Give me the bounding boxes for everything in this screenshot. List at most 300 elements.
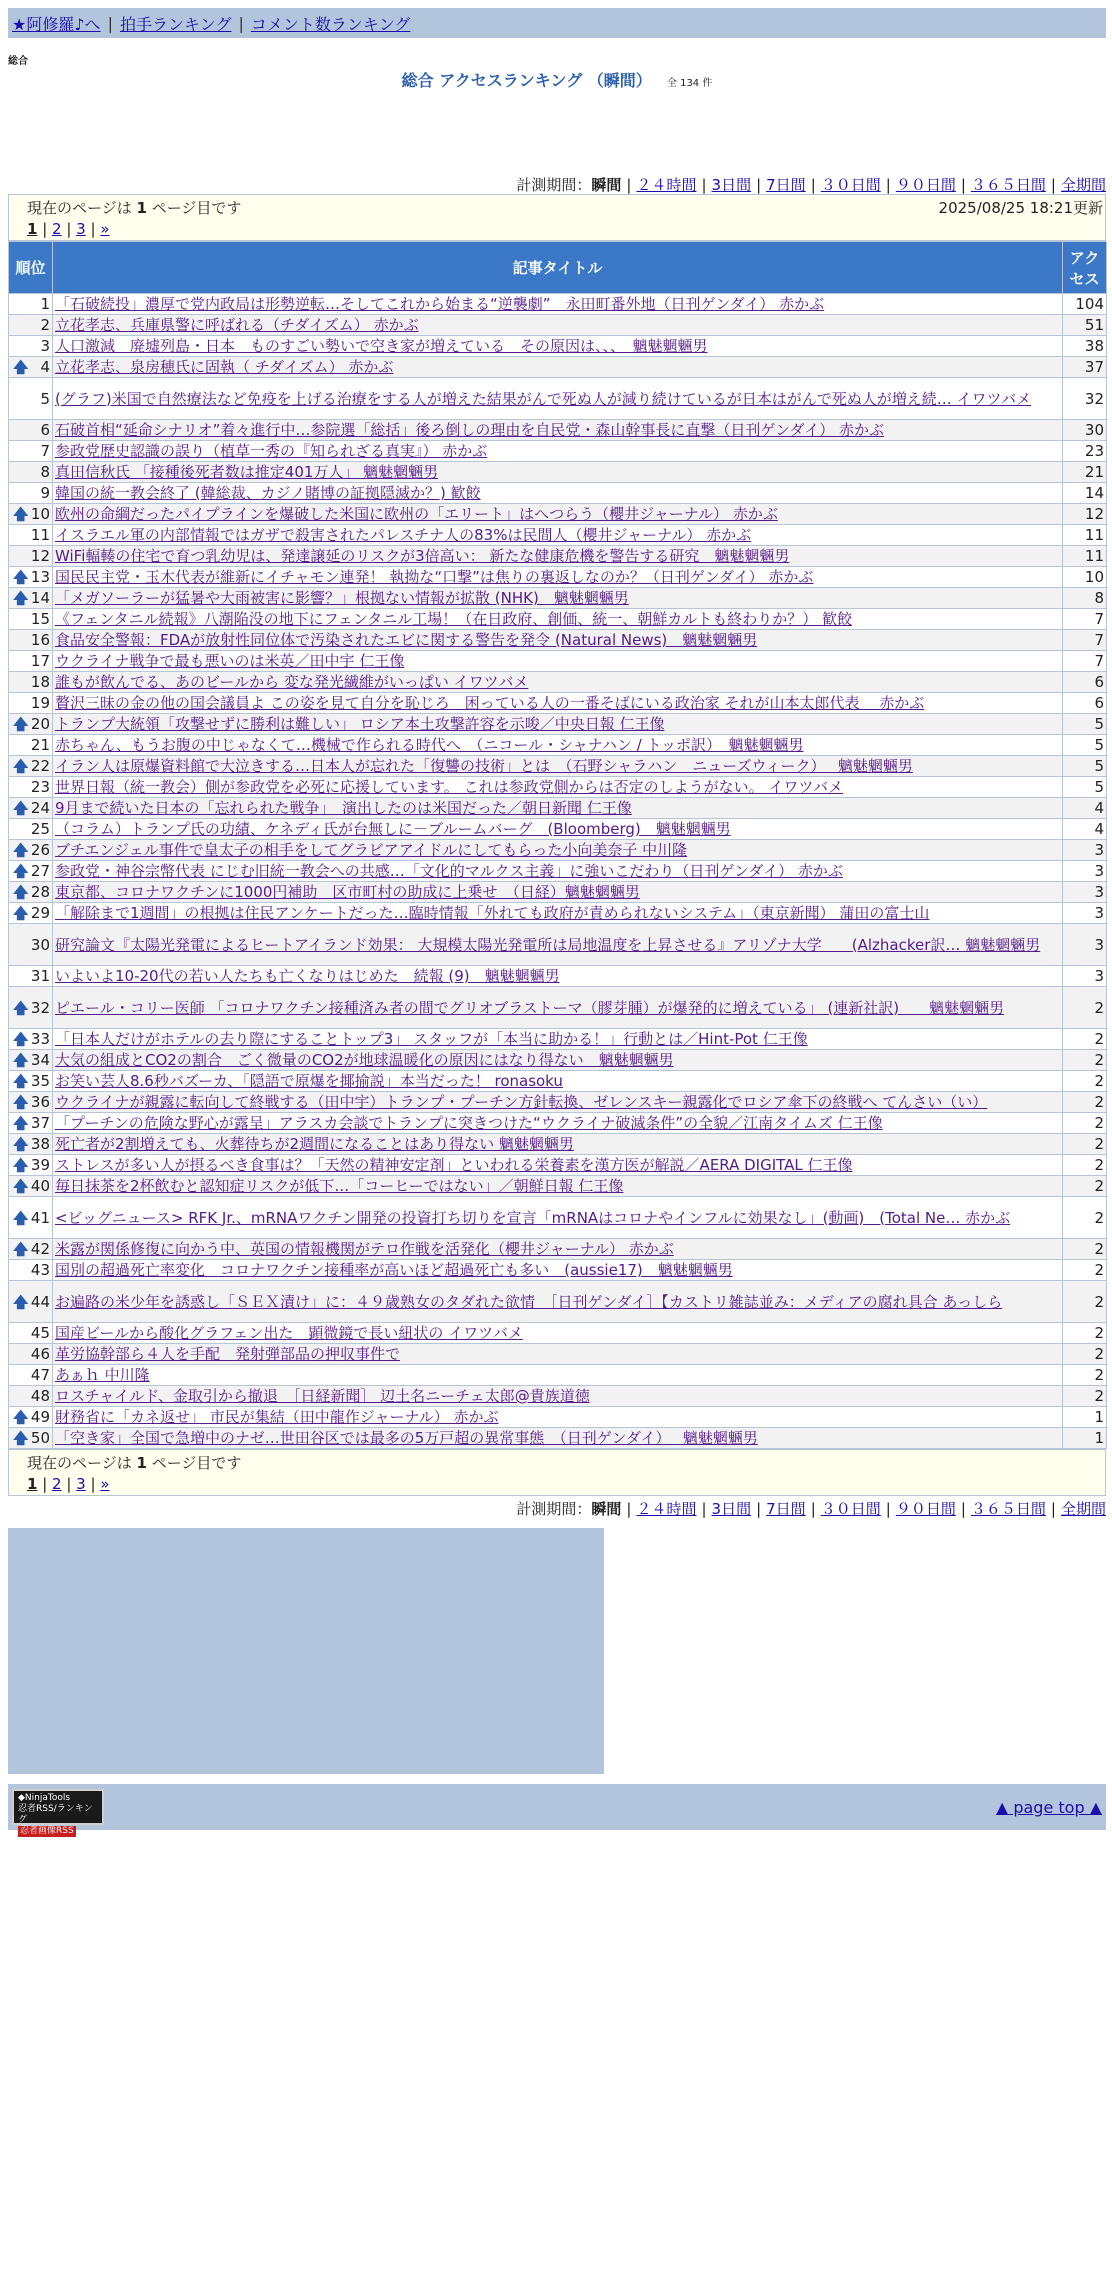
table-header-row <box>9 242 1107 294</box>
table-row <box>9 504 1107 525</box>
rank-number: 13 <box>30 568 50 586</box>
period-link[interactable]: 3日間 <box>711 176 752 194</box>
table-row <box>9 882 1107 903</box>
article-link[interactable]: 真田信秋氏 「接種後死者数は推定401万人」 魑魅魍魎男 <box>55 463 439 481</box>
article-link[interactable]: 立花孝志、兵庫県警に呼ばれる（チダイズム） 赤かぶ <box>55 316 419 334</box>
period-label: 計測期間： <box>516 176 592 194</box>
rank-number: 45 <box>30 1324 50 1342</box>
rank-up-arrow-icon: 🡅 <box>13 1177 29 1195</box>
table-row <box>9 1029 1107 1050</box>
access-count: 11 <box>1063 546 1107 567</box>
title-cell <box>53 1029 1063 1050</box>
title-cell <box>53 1344 1063 1365</box>
table-row <box>9 651 1107 672</box>
table-row <box>9 1155 1107 1176</box>
period-link[interactable]: ２４時間 <box>636 176 697 194</box>
period-link[interactable]: ３０日間 <box>820 1500 881 1518</box>
rank-number: 19 <box>30 694 50 712</box>
access-count: 2 <box>1063 1071 1107 1092</box>
section-tag: 総合 <box>8 56 28 67</box>
title-cell <box>53 588 1063 609</box>
access-count: 104 <box>1063 294 1107 315</box>
rank-number: 43 <box>30 1261 50 1279</box>
article-link[interactable]: ブチエンジェル事件で皇太子の相手をしてグラビアアイドルにしてもらった小向美奈子 中川隆 <box>55 841 688 859</box>
table-row <box>9 294 1107 315</box>
rank-cell <box>9 1197 53 1239</box>
spacer <box>8 90 1106 174</box>
pager-page-link[interactable]: 1 <box>27 1475 38 1493</box>
article-link[interactable]: ウクライナが親露に転向して終戦する（田中宇）トランプ・プーチン方針転換、ゼレンスキー親露化でロシア傘下の終戦へ てんさい（い） <box>55 1093 988 1111</box>
access-count: 2 <box>1063 987 1107 1029</box>
article-link[interactable]: 国別の超過死亡率変化 コロナワクチン接種率が高いほど超過死亡も多い (aussie17) 魑魅魍魎男 <box>55 1261 733 1279</box>
table-row <box>9 777 1107 798</box>
period-separator: | <box>626 1500 632 1518</box>
updated-timestamp: 2025/08/25 18:21更新 <box>938 199 1103 217</box>
article-link[interactable]: 「メガソーラーが猛暑や大雨被害に影響？」根拠ない情報が拡散 (NHK) 魑魅魍魎男 <box>55 589 629 607</box>
period-separator: | <box>701 1500 707 1518</box>
page-wrapper <box>8 8 1106 1836</box>
table-row <box>9 630 1107 651</box>
rank-cell <box>9 924 53 966</box>
rank-cell <box>9 483 53 504</box>
rank-cell <box>9 987 53 1029</box>
article-link[interactable]: 贅沢三昧の金の他の国会議員よ この姿を見て自分を恥じろ 困っている人の一番そばにいる政治家 それが山本太郎代表 赤かぶ <box>55 694 925 712</box>
pager-text-post: ページ目です <box>146 199 242 217</box>
article-link[interactable]: 参政党・神谷宗幣代表 にじむ旧統一教会への共感…「文化的マルクス主義」に強いこだわり（日刊ゲンダイ） 赤かぶ <box>55 862 843 880</box>
pager-links-top <box>27 220 1105 238</box>
access-count: 14 <box>1063 483 1107 504</box>
period-link[interactable]: ３０日間 <box>820 176 881 194</box>
rank-number: 38 <box>30 1135 50 1153</box>
ad-placeholder <box>8 1528 604 1774</box>
rank-number: 7 <box>40 442 50 460</box>
table-row <box>9 1344 1107 1365</box>
rank-up-arrow-icon: 🡅 <box>13 1292 29 1311</box>
pager-top <box>8 194 1106 241</box>
table-row <box>9 567 1107 588</box>
period-link[interactable]: ９０日間 <box>895 176 956 194</box>
pager-page-link[interactable]: 3 <box>76 1475 86 1493</box>
access-count: 3 <box>1063 861 1107 882</box>
article-link[interactable]: (グラフ)米国で自然療法など免疫を上げる治療をする人が増えた結果がんで死ぬ人が減り続けているが日本はがんで死ぬ人が増え続… イワツバメ <box>55 389 1032 408</box>
table-row <box>9 735 1107 756</box>
pager-separator: | <box>85 220 101 238</box>
rank-up-arrow-icon: 🡅 <box>13 998 29 1017</box>
article-link[interactable]: 毎日抹茶を2杯飲むと認知症リスクが低下…「コーヒーではない」／朝鮮日報 仁王像 <box>55 1177 624 1195</box>
article-link[interactable]: 「プーチンの危険な野心が露呈」アラスカ会談でトランプに突きつけた“ウクライナ破滅条件”の全貌／江南タイムズ 仁王像 <box>55 1114 883 1132</box>
table-row <box>9 378 1107 420</box>
table-row <box>9 861 1107 882</box>
rank-cell <box>9 336 53 357</box>
rank-cell <box>9 504 53 525</box>
rank-cell <box>9 1050 53 1071</box>
rank-up-arrow-icon: 🡅 <box>13 841 29 859</box>
access-count: 37 <box>1063 357 1107 378</box>
title-cell <box>53 693 1063 714</box>
rank-cell <box>9 1281 53 1323</box>
access-count: 11 <box>1063 525 1107 546</box>
table-row <box>9 1134 1107 1155</box>
period-link[interactable]: 全期間 <box>1060 1500 1106 1518</box>
rank-cell <box>9 882 53 903</box>
rank-cell <box>9 546 53 567</box>
article-link[interactable]: 9月まで続いた日本の「忘れられた戦争」 演出したのは米国だった／朝日新聞 仁王像 <box>55 799 632 817</box>
title-cell <box>53 357 1063 378</box>
period-link[interactable]: 7日間 <box>766 1500 806 1518</box>
rank-number: 16 <box>30 631 50 649</box>
period-link[interactable]: ９０日間 <box>895 1500 956 1518</box>
rank-number: 41 <box>30 1208 50 1227</box>
article-link[interactable]: イスラエル軍の内部情報ではガザで殺害されたパレスチナ人の83%は民間人（櫻井ジャーナル） 赤かぶ <box>55 526 752 544</box>
rank-cell <box>9 462 53 483</box>
article-link[interactable]: 欧州の命綱だったパイプラインを爆破した米国に欧州の「エリート」はへつらう（櫻井ジャーナル） 赤かぶ <box>55 505 778 523</box>
article-link[interactable]: 誰もが飲んでる、あのビールから 変な発光繊維がいっぱい イワツバメ <box>55 673 529 691</box>
title-row <box>8 68 1106 90</box>
period-separator: | <box>960 1500 966 1518</box>
nav-comment-ranking-link[interactable]: コメント数ランキング <box>250 14 411 34</box>
rank-up-arrow-icon: 🡅 <box>13 862 29 880</box>
rank-number: 35 <box>30 1072 50 1090</box>
period-separator: | <box>756 1500 762 1518</box>
rank-cell <box>9 651 53 672</box>
period-separator: | <box>810 1500 816 1518</box>
period-selector-top <box>8 174 1106 194</box>
rank-number: 9 <box>40 484 50 502</box>
period-separator: | <box>701 176 707 194</box>
table-row <box>9 525 1107 546</box>
rank-number: 24 <box>30 799 50 817</box>
access-count: 21 <box>1063 462 1107 483</box>
table-row <box>9 483 1107 504</box>
access-count: 4 <box>1063 798 1107 819</box>
title-cell <box>53 525 1063 546</box>
rank-cell <box>9 1155 53 1176</box>
rank-cell <box>9 1323 53 1344</box>
article-link[interactable]: 参政党歴史認識の誤り（植草一秀の『知られざる真実』） 赤かぶ <box>55 442 488 460</box>
title-cell <box>53 1260 1063 1281</box>
access-count: 2 <box>1063 1134 1107 1155</box>
period-separator: | <box>626 176 632 194</box>
rank-cell <box>9 966 53 987</box>
pager-page-link[interactable]: 3 <box>76 220 86 238</box>
table-row <box>9 336 1107 357</box>
article-link[interactable]: 「日本人だけがホテルの去り際にすることトップ3」 スタッフが「本当に助かる！」行動とは／Hint-Pot 仁王像 <box>55 1030 808 1048</box>
rank-up-arrow-icon: 🡅 <box>13 1240 29 1258</box>
nav-clap-ranking-link[interactable]: 拍手ランキング <box>119 14 232 34</box>
nav-home-link[interactable]: ★阿修羅♪へ <box>12 14 101 34</box>
page-top-link[interactable]: ▲ page top ▲ <box>995 1797 1102 1817</box>
table-row <box>9 588 1107 609</box>
rank-number: 46 <box>30 1345 50 1363</box>
nav-separator: | <box>107 13 113 33</box>
article-link[interactable]: ウクライナ戦争で最も悪いのは米英／田中宇 仁王像 <box>55 652 405 670</box>
article-link[interactable]: <ビッグニュース> RFK Jr.、mRNAワクチン開発の投資打ち切りを宣言「mRNAはコロナやインフルに効果なし」(動画) (Total Ne… 赤かぶ <box>55 1208 1011 1227</box>
access-count: 23 <box>1063 441 1107 462</box>
access-count: 1 <box>1063 1407 1107 1428</box>
rank-number: 37 <box>30 1114 50 1132</box>
article-link[interactable]: 世界日報（統一教会）側が参政党を必死に応援しています。 これは参政党側からは否定のしようがない。 イワツバメ <box>55 778 844 796</box>
access-count: 1 <box>1063 1428 1107 1449</box>
rank-number: 1 <box>40 295 50 313</box>
period-link[interactable]: ２４時間 <box>636 1500 697 1518</box>
rank-cell <box>9 420 53 441</box>
title-cell <box>53 924 1063 966</box>
rank-cell <box>9 840 53 861</box>
access-count: 2 <box>1063 1155 1107 1176</box>
article-link[interactable]: 東京都、コロナワクチンに1000円補助 区市町村の助成に上乗せ （日経）魑魅魍魎男 <box>55 883 640 901</box>
rank-up-arrow-icon: 🡅 <box>13 568 29 586</box>
rank-number: 28 <box>30 883 50 901</box>
table-row <box>9 357 1107 378</box>
article-link[interactable]: 韓国の統一教会終了 (韓総裁、カジノ賭博の証拠隠滅か？) 歓餃 <box>55 484 481 502</box>
table-row <box>9 609 1107 630</box>
table-row <box>9 546 1107 567</box>
rank-cell <box>9 735 53 756</box>
title-cell <box>53 819 1063 840</box>
rank-number: 15 <box>30 610 50 628</box>
title-cell <box>53 1281 1063 1323</box>
table-row <box>9 1239 1107 1260</box>
rank-number: 42 <box>30 1240 50 1258</box>
article-link[interactable]: 革労協幹部ら４人を手配 発射弾部品の押収事件で <box>55 1345 401 1363</box>
article-link[interactable]: ロスチャイルド、金取引から撤退 ［日経新聞］ 辺土名ニーチェ太郎@貴族道徳 <box>55 1387 590 1405</box>
rank-up-arrow-icon: 🡅 <box>13 715 29 733</box>
access-count: 5 <box>1063 756 1107 777</box>
rank-number: 14 <box>30 589 50 607</box>
article-link[interactable]: お笑い芸人8.6秒バズーカ、「隠語で原爆を揶揄説」本当だった！ ronasoku <box>55 1072 563 1090</box>
title-cell <box>53 609 1063 630</box>
rank-number: 48 <box>30 1387 50 1405</box>
title-cell <box>53 1176 1063 1197</box>
table-row <box>9 1071 1107 1092</box>
access-count: 2 <box>1063 1176 1107 1197</box>
access-count: 2 <box>1063 1113 1107 1134</box>
rank-cell <box>9 1407 53 1428</box>
rank-up-arrow-icon: 🡅 <box>13 1051 29 1069</box>
rank-number: 25 <box>30 820 50 838</box>
rank-up-arrow-icon: 🡅 <box>13 1208 29 1227</box>
article-link[interactable]: 《フェンタニル続報》八潮陥没の地下にフェンタニル工場！（在日政府、創価、統一、朝鮮カルトも終わりか？） 歓餃 <box>55 610 853 628</box>
rank-cell <box>9 357 53 378</box>
access-count: 4 <box>1063 819 1107 840</box>
article-link[interactable]: お遍路の米少年を誘惑し「ＳＥＸ漬け」に：４９歳熟女のタダれた欲情 ［日刊ゲンダイ］【カストリ雑誌並み：メディアの腐れ具合 あっしら <box>55 1292 1003 1311</box>
table-row <box>9 672 1107 693</box>
period-separator: | <box>756 176 762 194</box>
access-count: 10 <box>1063 567 1107 588</box>
rank-number: 22 <box>30 757 50 775</box>
rank-number: 2 <box>40 316 50 334</box>
rank-number: 18 <box>30 673 50 691</box>
table-row <box>9 966 1107 987</box>
rank-number: 4 <box>40 358 50 376</box>
access-count: 30 <box>1063 420 1107 441</box>
rank-up-arrow-icon: 🡅 <box>13 358 29 376</box>
table-row <box>9 1407 1107 1428</box>
article-link[interactable]: 国民民主党・玉木代表が維新にイチャモン連発！ 執拗な“口撃”は焦りの裏返しなのか？（日刊ゲンダイ） 赤かぶ <box>55 568 814 586</box>
period-current: 瞬間 <box>591 176 622 194</box>
rank-number: 3 <box>40 337 50 355</box>
access-count: 2 <box>1063 1281 1107 1323</box>
rank-number: 34 <box>30 1051 50 1069</box>
table-row <box>9 441 1107 462</box>
period-link[interactable]: ３６５日間 <box>970 1500 1046 1518</box>
access-count: 32 <box>1063 378 1107 420</box>
article-link[interactable]: ピエール・コリー医師 「コロナワクチン接種済み者の間でグリオブラストーマ（膠芽腫）が爆発的に増えている」 (連新社訳) 魑魅魍魎男 <box>55 998 1005 1017</box>
access-count: 2 <box>1063 1365 1107 1386</box>
pager-page-link[interactable]: 1 <box>27 220 38 238</box>
period-separator: | <box>885 1500 891 1518</box>
rank-number: 26 <box>30 841 50 859</box>
table-row <box>9 1176 1107 1197</box>
article-link[interactable]: 赤ちゃん、もうお腹の中じゃなくて…機械で作られる時代へ （ニコール・シャナハン / トッポ訳） 魑魅魍魎男 <box>55 736 804 754</box>
rank-number: 23 <box>30 778 50 796</box>
title-cell <box>53 483 1063 504</box>
logo-text-bottom: 忍者画像RSS <box>20 1826 74 1836</box>
title-cell <box>53 735 1063 756</box>
article-link[interactable]: 石破首相“延命シナリオ”着々進行中…参院選「総括」後ろ倒しの理由を自民党・森山幹事長に直撃（日刊ゲンダイ） 赤かぶ <box>55 421 884 439</box>
article-link[interactable]: 大気の組成とCO2の割合 ごく微量のCO2が地球温暖化の原因にはなり得ない 魑魅魍魎男 <box>55 1051 674 1069</box>
rank-number: 20 <box>30 715 50 733</box>
article-link[interactable]: 国産ビールから酸化グラフェン出た 顕微鏡で長い紐状の イワツバメ <box>55 1324 523 1342</box>
rank-up-arrow-icon: 🡅 <box>13 1114 29 1132</box>
article-link[interactable]: 立花孝志、泉房穂氏に固執（ チダイズム） 赤かぶ <box>55 358 394 376</box>
pager-text-pre: 現在のページは <box>27 1454 137 1472</box>
title-cell <box>53 777 1063 798</box>
article-link[interactable]: トランプ大統領「攻撃せずに勝利は難しい」 ロシア本土攻撃許容を示唆／中央日報 仁王像 <box>55 715 665 733</box>
rank-cell <box>9 588 53 609</box>
rank-number: 6 <box>40 421 50 439</box>
rank-cell <box>9 525 53 546</box>
article-link[interactable]: 財務省に「カネ返せ」 市民が集結（田中龍作ジャーナル） 赤かぶ <box>55 1408 499 1426</box>
title-cell <box>53 798 1063 819</box>
table-row <box>9 420 1107 441</box>
pager-next-link[interactable]: » <box>100 220 110 238</box>
article-link[interactable]: 研究論文『太陽光発電によるヒートアイランド効果： 大規模太陽光発電所は局地温度を上昇させる』アリゾナ大学 (Alzhacker訳… 魑魅魍魎男 <box>55 935 1041 954</box>
rank-cell <box>9 1092 53 1113</box>
title-cell <box>53 840 1063 861</box>
rank-cell <box>9 1029 53 1050</box>
access-count: 2 <box>1063 1260 1107 1281</box>
access-count: 5 <box>1063 735 1107 756</box>
pager-next-link[interactable]: » <box>100 1475 110 1493</box>
rank-up-arrow-icon: 🡅 <box>13 1030 29 1048</box>
title-cell <box>53 1407 1063 1428</box>
period-link[interactable]: 全期間 <box>1060 176 1106 194</box>
access-count: 6 <box>1063 672 1107 693</box>
table-row <box>9 1428 1107 1449</box>
article-link[interactable]: 食品安全警報：FDAが放射性同位体で汚染されたエビに関する警告を発令 (Natural News) 魑魅魍魎男 <box>55 631 758 649</box>
table-row <box>9 693 1107 714</box>
article-link[interactable]: 「石破続投」濃厚で党内政局は形勢逆転…そしてこれから始まる“逆襲劇” 永田町番外地（日刊ゲンダイ） 赤かぶ <box>55 295 825 313</box>
ranking-table-body <box>9 294 1107 1449</box>
title-cell <box>53 336 1063 357</box>
article-link[interactable]: （コラム）トランプ氏の功績、ケネディ氏が台無しに－ブルームバーグ (Bloomberg) 魑魅魍魎男 <box>55 820 731 838</box>
rank-cell <box>9 903 53 924</box>
title-cell <box>53 1428 1063 1449</box>
article-link[interactable]: 人口激減 廃墟列島・日本 ものすごい勢いで空き家が増えている その原因は、、、 魑魅魍魎男 <box>55 337 708 355</box>
access-count: 7 <box>1063 609 1107 630</box>
table-row <box>9 1323 1107 1344</box>
access-count: 5 <box>1063 777 1107 798</box>
rank-cell <box>9 1386 53 1407</box>
period-link[interactable]: ３６５日間 <box>970 176 1046 194</box>
access-count: 2 <box>1063 1323 1107 1344</box>
rank-cell <box>9 609 53 630</box>
pager-separator: | <box>85 1475 101 1493</box>
access-count: 3 <box>1063 966 1107 987</box>
pager-separator: | <box>61 1475 77 1493</box>
access-count: 2 <box>1063 1050 1107 1071</box>
article-link[interactable]: ストレスが多い人が摂るべき食事は？「天然の精神安定剤」といわれる栄養素を漢方医が解説／AERA DIGITAL 仁王像 <box>55 1156 853 1174</box>
rank-cell <box>9 378 53 420</box>
table-row <box>9 1113 1107 1134</box>
pager-page-link[interactable]: 2 <box>52 220 62 238</box>
period-separator: | <box>960 176 966 194</box>
period-current: 瞬間 <box>591 1500 622 1518</box>
article-link[interactable]: 「解除まで1週間」の根拠は住民アンケートだった…臨時情報「外れても政府が責められないシステム」（東京新聞） 蒲田の富士山 <box>55 904 930 922</box>
pager-current: 1 <box>136 199 147 217</box>
table-row <box>9 756 1107 777</box>
rank-number: 10 <box>30 505 50 523</box>
access-count: 12 <box>1063 504 1107 525</box>
table-row <box>9 840 1107 861</box>
article-link[interactable]: 米露が関係修復に向かう中、英国の情報機関がテロ作戦を活発化（櫻井ジャーナル） 赤かぶ <box>55 1240 674 1258</box>
rank-cell <box>9 756 53 777</box>
rank-number: 33 <box>30 1030 50 1048</box>
title-cell <box>53 1155 1063 1176</box>
access-count: 2 <box>1063 1344 1107 1365</box>
rank-cell <box>9 1239 53 1260</box>
period-link[interactable]: 7日間 <box>766 176 806 194</box>
title-cell <box>53 1197 1063 1239</box>
rank-number: 39 <box>30 1156 50 1174</box>
title-cell <box>53 1134 1063 1155</box>
title-cell <box>53 672 1063 693</box>
title-cell <box>53 1386 1063 1407</box>
table-row <box>9 1092 1107 1113</box>
period-link[interactable]: 3日間 <box>711 1500 752 1518</box>
rank-number: 36 <box>30 1093 50 1111</box>
article-link[interactable]: 死亡者が2割増えても、火葬待ちが2週間になることはあり得ない 魑魅魍魎男 <box>55 1135 574 1153</box>
rank-number: 17 <box>30 652 50 670</box>
table-row <box>9 987 1107 1029</box>
article-link[interactable]: いよいよ10-20代の若い人たちも亡くなりはじめた 続報 (9) 魑魅魍魎男 <box>55 967 560 985</box>
pager-page-link[interactable]: 2 <box>52 1475 62 1493</box>
rank-number: 5 <box>40 389 50 408</box>
article-link[interactable]: あぁｈ 中川隆 <box>55 1366 150 1384</box>
pager-separator: | <box>61 220 77 238</box>
article-link[interactable]: イラン人は原爆資料館で大泣きする…日本人が忘れた「復讐の技術」とは （石野シャラハン ニューズウィーク） 魑魅魍魎男 <box>55 757 913 775</box>
article-link[interactable]: WiFi輻輳の住宅で育つ乳幼児は、発達譲延のリスクが3倍高い： 新たな健康危機を警告する研究 魑魅魍魎男 <box>55 547 790 565</box>
period-separator: | <box>885 176 891 194</box>
period-label: 計測期間： <box>516 1500 592 1518</box>
article-link[interactable]: 「空き家」全国で急増中のナゼ…世田谷区では最多の5万戸超の異常事態 （日刊ゲンダイ） 魑魅魍魎男 <box>55 1429 758 1447</box>
rank-cell <box>9 567 53 588</box>
ninja-rss-logo[interactable] <box>12 1789 104 1836</box>
table-row <box>9 315 1107 336</box>
pager-text-post: ページ目です <box>146 1454 242 1472</box>
pager-separator: | <box>37 1475 53 1493</box>
rank-up-arrow-icon: 🡅 <box>13 883 29 901</box>
rank-cell <box>9 294 53 315</box>
pager-links-bottom <box>27 1475 1105 1493</box>
title-cell <box>53 1365 1063 1386</box>
rank-up-arrow-icon: 🡅 <box>13 1093 29 1111</box>
rank-cell <box>9 1365 53 1386</box>
access-count: 51 <box>1063 315 1107 336</box>
title-cell <box>53 630 1063 651</box>
title-cell <box>53 504 1063 525</box>
